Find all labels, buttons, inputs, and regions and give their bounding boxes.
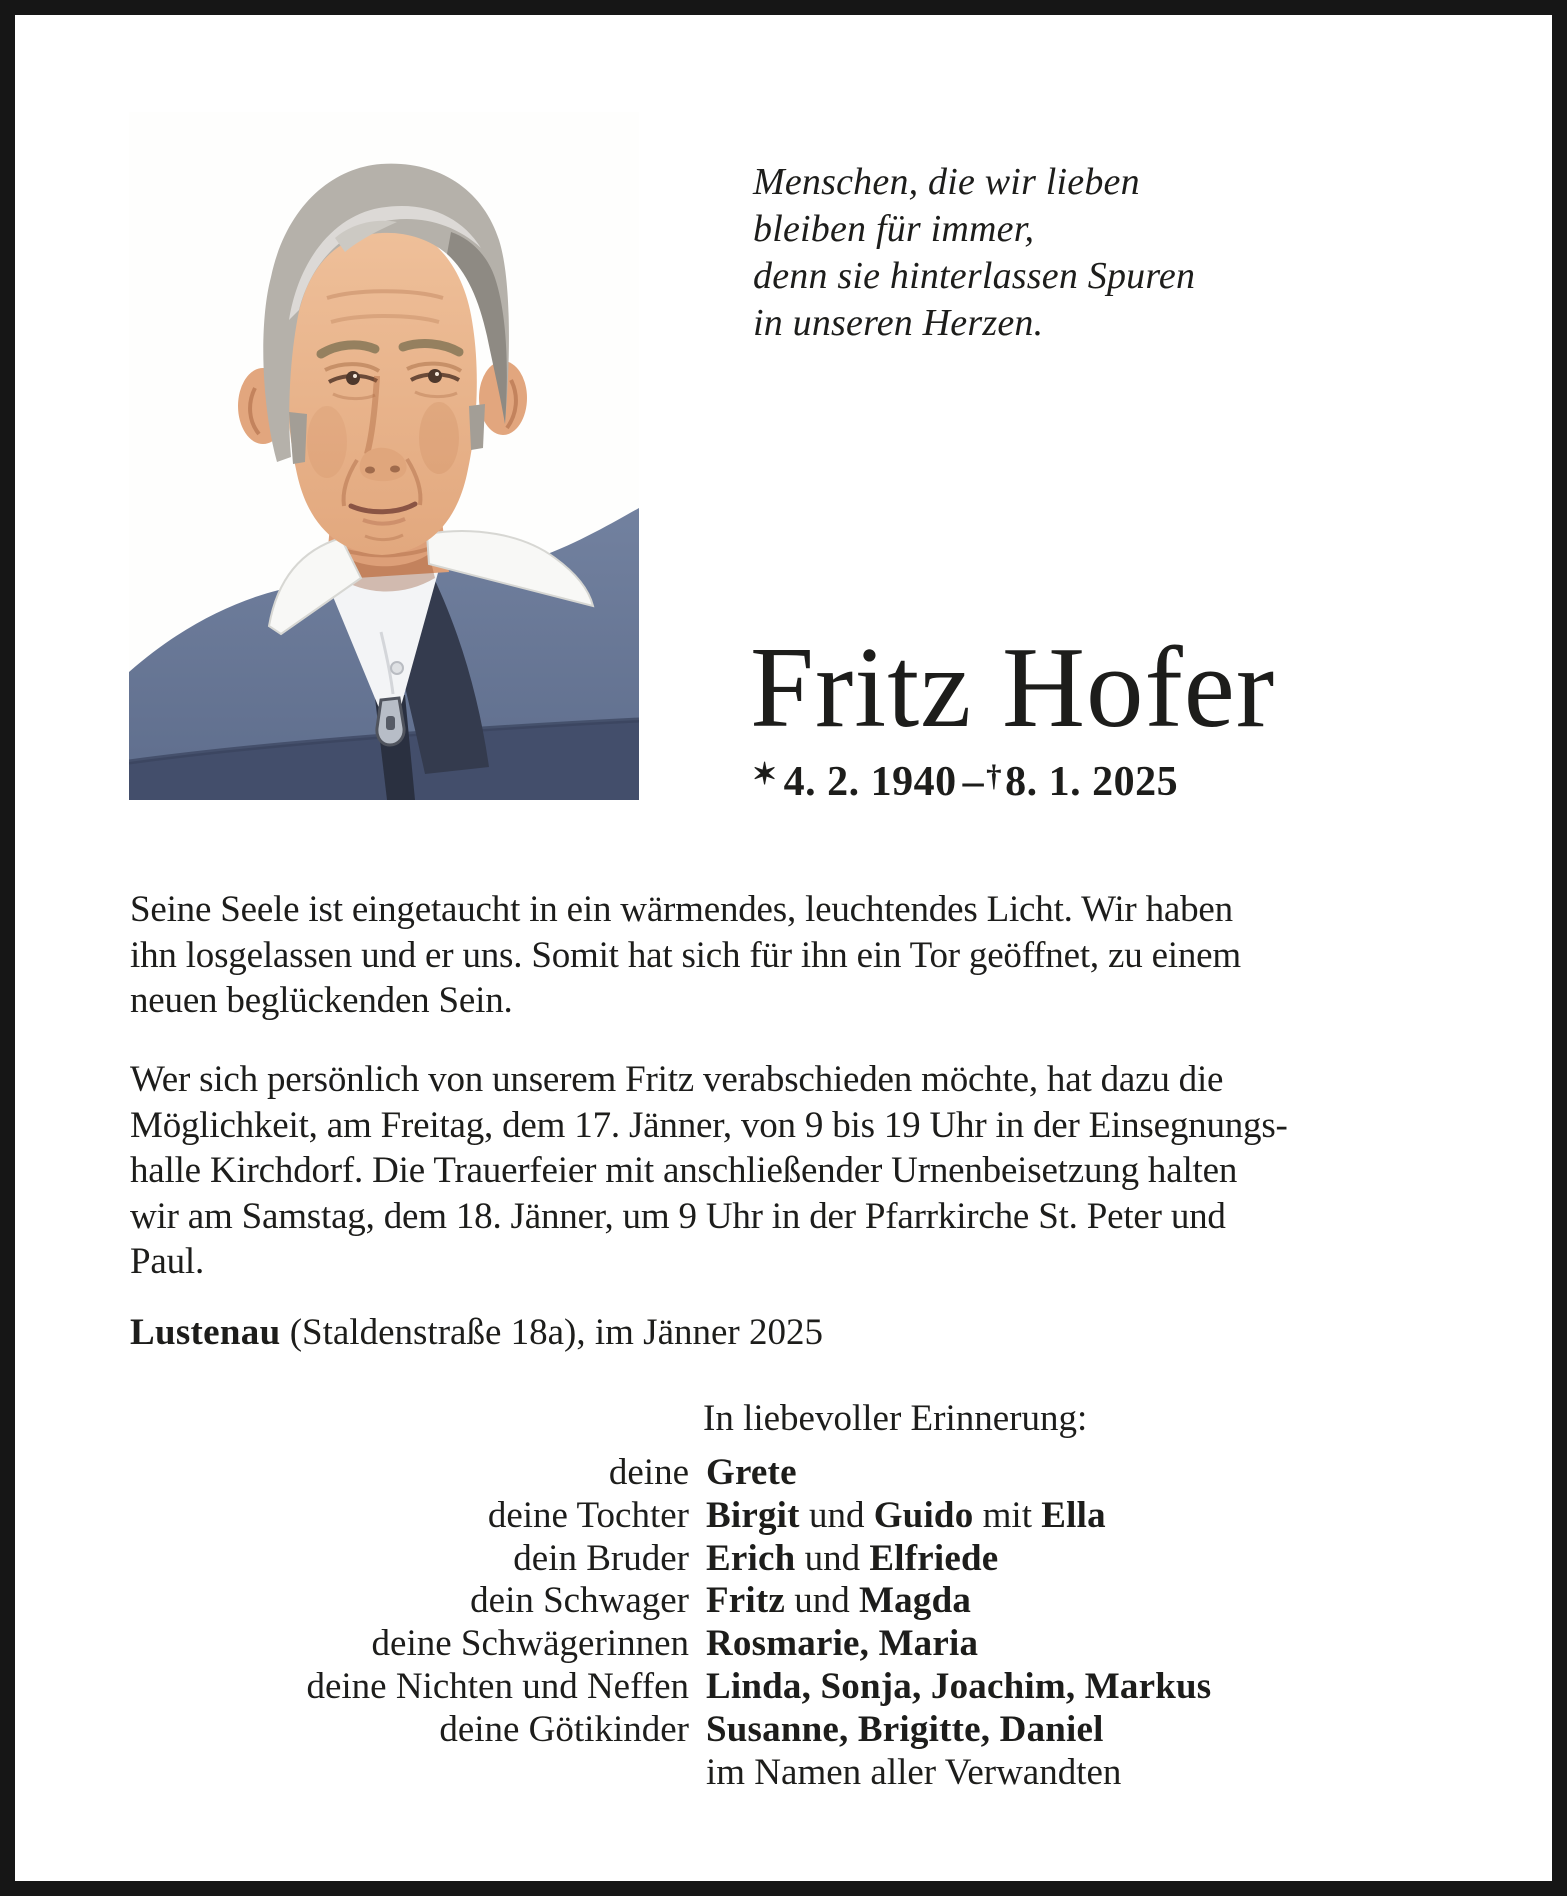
poem-line: Menschen, die wir lieben [753,161,1140,203]
family-row [100,1580,1211,1623]
relation-names: Erich und Elfriede [706,1537,999,1579]
place-details: (Staldenstraße 18a), im Jänner 2025 [280,1312,823,1353]
poem-line: in unseren Herzen. [753,302,1044,344]
poem-line: denn sie hinterlassen Spuren [753,255,1196,297]
relation-label: deine Tochter [487,1494,689,1536]
relation-names: Fritz und Magda [706,1580,972,1622]
relation-label: deine Götikinder [439,1708,689,1750]
paragraph-line: Paul. [130,1241,205,1282]
dates-dash: – [962,759,985,805]
life-dates [752,760,1178,803]
portrait-illustration [129,112,639,800]
birth-date: 4. 2. 1940 [783,759,957,805]
relation-label-empty [100,1752,689,1795]
relation-label: dein Bruder [513,1537,689,1579]
death-cross-symbol: † [986,758,1003,793]
poem-line: bleiben für immer, [753,208,1035,250]
place-date-line [130,1310,823,1355]
announcement-paragraph-2 [130,1057,1288,1285]
family-list [100,1452,1211,1794]
relation-names: Birgit und Guido mit Ella [706,1494,1106,1536]
paragraph-line: neuen beglückenden Sein. [130,980,513,1021]
paragraph-line: ihn losgelassen und er uns. Somit hat sich für ihn ein Tor geöffnet, zu einem [130,934,1241,976]
birth-star-symbol: ✶ [752,758,778,791]
family-row [100,1666,1211,1709]
relation-names: Rosmarie, Maria [706,1623,979,1665]
closing-line: im Namen aller Verwandten [706,1751,1122,1793]
remembrance-title: In liebevoller Erinnerung: [703,1398,1088,1439]
family-row [100,1538,1211,1581]
relation-label: deine Nichten und Neffen [306,1665,689,1707]
relation-label: dein Schwager [470,1580,689,1622]
paragraph-line: halle Kirchdorf. Die Trauerfeier mit anschließender Urnenbeisetzung halten [130,1150,1238,1191]
announcement-paragraph-1 [130,887,1241,1024]
paragraph-line: Seine Seele ist eingetaucht in ein wärmendes, leuchtendes Licht. Wir haben [130,889,1233,930]
relation-label: deine Schwägerinnen [371,1623,689,1665]
relation-names: Linda, Sonja, Joachim, Markus [706,1665,1212,1707]
family-row [100,1452,1211,1495]
place-name: Lustenau [130,1312,281,1353]
paragraph-line: Wer sich persönlich von unserem Fritz verabschieden möchte, hat dazu die [130,1059,1224,1100]
family-row [100,1495,1211,1538]
relation-label: deine [608,1452,689,1493]
paragraph-line: Möglichkeit, am Freitag, dem 17. Jänner, von 9 bis 19 Uhr in der Einsegnungs- [130,1104,1288,1146]
memorial-poem [753,159,1195,347]
deceased-name: Fritz Hofer [750,624,1276,751]
family-row-closing [100,1752,1211,1795]
portrait-photo [129,112,639,800]
paragraph-line: wir am Samstag, dem 18. Jänner, um 9 Uhr in der Pfarrkirche St. Peter und [130,1195,1226,1237]
relation-names: Grete [706,1452,797,1493]
relation-names: Susanne, Brigitte, Daniel [706,1708,1104,1750]
family-row [100,1709,1211,1752]
family-row [100,1623,1211,1666]
death-date: 8. 1. 2025 [1005,759,1179,805]
